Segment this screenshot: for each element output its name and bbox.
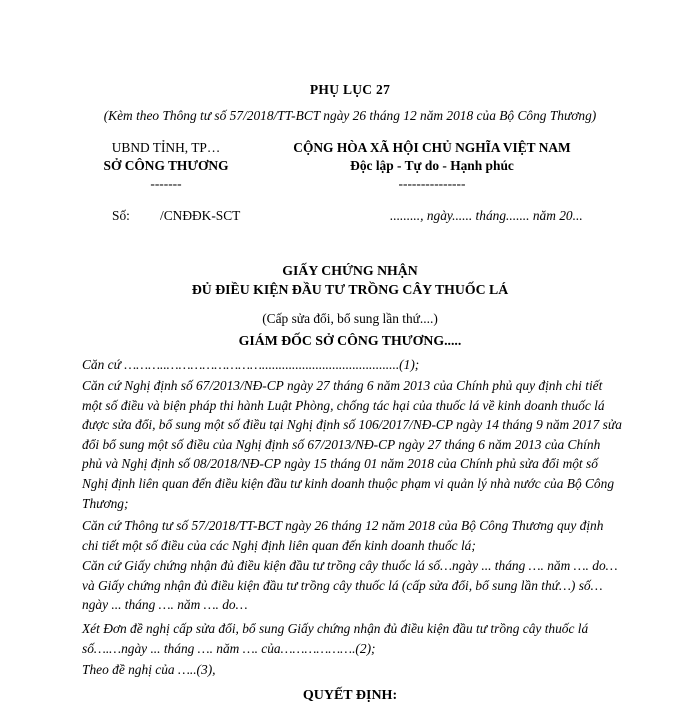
appendix-subtitle: (Kèm theo Thông tư số 57/2018/TT-BCT ngày 26 tháng 12 năm 2018 của Bộ Công Thương) (103, 108, 597, 123)
decision-heading: QUYẾT ĐỊNH: (302, 688, 398, 703)
document-date: ........., ngày...... tháng....... năm 20... (390, 208, 583, 223)
agency-department: SỞ CÔNG THƯƠNG (103, 158, 229, 173)
certificate-title: GIẤY CHỨNG NHẬN (282, 263, 418, 278)
national-divider: --------------- (398, 176, 466, 191)
proposal-paragraph: Theo đề nghị của …..(3), (82, 662, 216, 677)
legal-basis-paragraph: Căn cứ ………..…………………….........................................(1); (82, 357, 420, 372)
agency-divider: ------- (150, 176, 182, 191)
legal-basis-paragraph: Căn cứ Giấy chứng nhận đủ điều kiện đầu tư trồng cây thuốc lá số…ngày ... tháng …. năm …. do… và Giấy chứng nhận đủ điều kiện đầu tư trồng cây thuốc lá (cấp sửa đổi, bổ sung lần thứ…) số…ngày ... tháng …. năm …. do… (82, 558, 618, 613)
agency-name: UBND TỈNH, TP… (111, 140, 221, 155)
legal-basis-paragraph: Căn cứ Thông tư số 57/2018/TT-BCT ngày 26 tháng 12 năm 2018 của Bộ Công Thương quy định chi tiết một số điều của các Nghị định liên quan đến kinh doanh thuốc lá; (82, 518, 604, 553)
certificate-amendment-note: (Cấp sửa đổi, bổ sung lần thứ....) (262, 311, 438, 326)
legal-basis-paragraph: Căn cứ Nghị định số 67/2013/NĐ-CP ngày 27 tháng 6 năm 2013 của Chính phủ quy định chi tiết một số điều và biện pháp thi hành Luật Phòng, chống tác hại của thuốc lá về kinh doanh thuốc lá được sửa đổi, bổ sung một số điều tại Nghị định số 106/2017/NĐ-CP ngày 14 tháng 9 năm 2017 sửa đổi bổ sung một số điều của Nghị định số 67/2013/NĐ-CP ngày 27 tháng 6 năm 2013 của Chính phủ và Nghị định số 08/2018/NĐ-CP ngày 15 tháng 01 năm 2018 của Chính phủ sửa đổi một số Nghị định liên quan đến điều kiện đầu tư kinh doanh thuộc phạm vi quản lý nhà nước của Bộ Công Thương; (82, 378, 622, 511)
national-title: CỘNG HÒA XÃ HỘI CHỦ NGHĨA VIỆT NAM (293, 140, 571, 155)
issuer-title: GIÁM ĐỐC SỞ CÔNG THƯƠNG..... (238, 333, 462, 348)
national-motto: Độc lập - Tự do - Hạnh phúc (350, 158, 514, 173)
document-number-label: Số: (112, 208, 130, 223)
document-number-code: /CNĐĐK-SCT (160, 208, 241, 223)
application-paragraph: Xét Đơn đề nghị cấp sửa đổi, bổ sung Giấy chứng nhận đủ điều kiện đầu tư trồng cây thuốc lá số….…ngày ... tháng …. năm …. của……………….(2); (82, 621, 589, 656)
certificate-subject: ĐỦ ĐIỀU KIỆN ĐẦU TƯ TRỒNG CÂY THUỐC LÁ (191, 282, 509, 297)
appendix-title: PHỤ LỤC 27 (309, 82, 391, 97)
